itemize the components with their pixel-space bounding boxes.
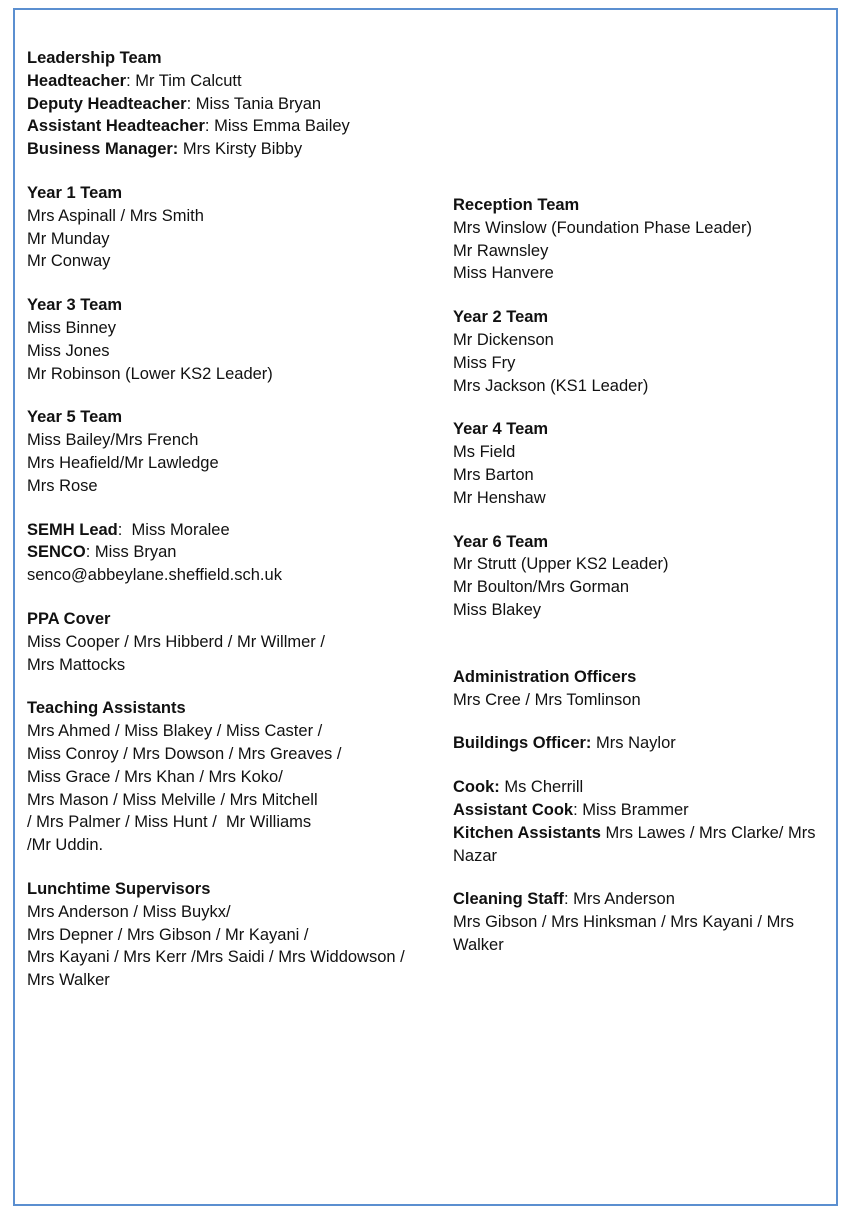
staff-line: Mrs Depner / Mrs Gibson / Mr Kayani / — [27, 925, 309, 944]
person-name: Mrs Lawes / Mrs Clarke/ Mrs Nazar — [453, 823, 816, 865]
person-name: Miss Bryan — [94, 543, 177, 562]
section-heading: Administration Officers — [453, 667, 637, 686]
staff-line: Mr Conway — [27, 252, 111, 271]
staff-line: Miss Binney — [27, 318, 116, 337]
left-column — [27, 47, 452, 992]
staff-line: Mrs Jackson (KS1 Leader) — [453, 376, 649, 395]
person-name: Miss Moralee — [131, 520, 230, 539]
kitchen-assistants-row — [453, 822, 838, 868]
staff-line: Mrs Kayani / Mrs Kerr /Mrs Saidi / Mrs Widdowson / — [27, 948, 405, 967]
staff-line: Mrs Cree / Mrs Tomlinson — [453, 690, 641, 709]
role-label: Cleaning Staff — [453, 890, 564, 909]
buildings-section — [453, 732, 838, 755]
staff-line: /Mr Uddin. — [27, 836, 104, 855]
senco-row: SENCO: Miss Bryan — [27, 543, 177, 562]
year4-section — [453, 418, 838, 509]
section-heading: Year 3 Team — [27, 296, 123, 315]
leadership-row: Headteacher: Mr Tim Calcutt — [27, 71, 242, 90]
staff-line: Mrs Gibson / Mrs Hinksman / Mrs Kayani / Mrs Walker — [453, 913, 795, 954]
section-heading: Year 4 Team — [453, 420, 549, 439]
reception-section — [453, 194, 838, 285]
staff-line: Miss Fry — [453, 353, 516, 372]
staff-line: Miss Jones — [27, 341, 110, 360]
admin-section — [453, 666, 838, 712]
role-label: SENCO — [27, 543, 86, 562]
staff-line: Mr Henshaw — [453, 488, 546, 507]
role-label: Buildings Officer: — [453, 734, 592, 753]
person-name: Ms Cherrill — [504, 778, 584, 797]
senco-email[interactable]: senco@abbeylane.sheffield.sch.uk — [27, 566, 282, 585]
leadership-heading: Leadership Team — [27, 49, 162, 67]
person-name: Miss Emma Bailey — [214, 117, 350, 136]
staff-line: Mrs Mason / Miss Melville / Mrs Mitchell — [27, 790, 318, 809]
leadership-row: Assistant Headteacher: Miss Emma Bailey — [27, 117, 350, 136]
staff-line: Miss Conroy / Mrs Dowson / Mrs Greaves / — [27, 744, 342, 763]
staff-line: Miss Hanvere — [453, 264, 554, 283]
senco-section — [27, 519, 452, 587]
section-heading: Reception Team — [453, 196, 580, 214]
staff-line: Mr Strutt (Upper KS2 Leader) — [453, 555, 669, 574]
section-heading: Year 5 Team — [27, 408, 123, 427]
ppa-section — [27, 608, 452, 676]
year1-section — [27, 182, 452, 273]
leadership-row: Deputy Headteacher: Miss Tania Bryan — [27, 94, 322, 113]
leadership-section — [27, 47, 452, 161]
staff-line: Mrs Mattocks — [27, 655, 126, 674]
staff-line: Mr Dickenson — [453, 330, 554, 349]
section-heading: Year 2 Team — [453, 308, 549, 327]
year3-section — [27, 294, 452, 385]
teaching-assistants-section — [27, 697, 452, 857]
role-label: Kitchen Assistants — [453, 823, 601, 842]
year6-section — [453, 531, 838, 622]
staff-line: Mr Munday — [27, 229, 110, 248]
role-label: Cook: — [453, 778, 500, 797]
section-heading: Year 6 Team — [453, 532, 549, 551]
assistant-cook-row: Assistant Cook: Miss Brammer — [453, 800, 689, 819]
cleaning-section — [453, 888, 838, 956]
leadership-row — [27, 138, 452, 161]
section-heading: Teaching Assistants — [27, 699, 186, 718]
staff-line: Mrs Aspinall / Mrs Smith — [27, 206, 204, 225]
role-label: Deputy Headteacher — [27, 94, 187, 113]
cleaning-row: Cleaning Staff: Mrs Anderson — [453, 890, 675, 909]
person-name: Mrs Anderson — [573, 890, 675, 909]
staff-line: / Mrs Palmer / Miss Hunt / Mr Williams — [27, 813, 312, 832]
person-name: Miss Brammer — [582, 800, 689, 819]
role-label: Headteacher — [27, 71, 127, 90]
right-column — [453, 194, 838, 957]
staff-line: Miss Grace / Mrs Khan / Mrs Koko/ — [27, 767, 283, 786]
staff-line: Mrs Anderson / Miss Buykx/ — [27, 902, 231, 921]
staff-line: Mrs Ahmed / Miss Blakey / Miss Caster / — [27, 722, 323, 741]
year2-section — [453, 306, 838, 397]
person-name: Mrs Naylor — [596, 734, 676, 753]
staff-line: Miss Bailey/Mrs French — [27, 431, 199, 450]
person-name: Mr Tim Calcutt — [135, 71, 242, 90]
staff-line: Miss Blakey — [453, 600, 542, 619]
person-name: Mrs Kirsty Bibby — [182, 140, 303, 159]
role-label: Assistant Headteacher — [27, 117, 205, 136]
staff-line: Mrs Heafield/Mr Lawledge — [27, 453, 219, 472]
buildings-row — [453, 732, 838, 755]
section-heading: Year 1 Team — [27, 183, 123, 202]
year5-section — [27, 406, 452, 497]
staff-line: Mrs Barton — [453, 465, 534, 484]
staff-line: Mr Boulton/Mrs Gorman — [453, 578, 630, 597]
section-heading: PPA Cover — [27, 609, 111, 628]
role-label: SEMH Lead — [27, 520, 118, 539]
staff-line: Miss Cooper / Mrs Hibberd / Mr Willmer / — [27, 632, 325, 651]
staff-line: Ms Field — [453, 443, 516, 462]
lunchtime-section — [27, 878, 452, 992]
staff-line: Mrs Walker — [27, 971, 110, 990]
role-label: Assistant Cook — [453, 800, 574, 819]
kitchen-section — [453, 776, 838, 867]
cook-row — [453, 776, 838, 799]
staff-line: Mr Rawnsley — [453, 241, 549, 260]
person-name: Miss Tania Bryan — [195, 94, 322, 113]
semh-row: SEMH Lead: Miss Moralee — [27, 520, 230, 539]
staff-line: Mrs Rose — [27, 476, 98, 495]
staff-line: Mr Robinson (Lower KS2 Leader) — [27, 364, 273, 383]
role-label: Business Manager: — [27, 140, 179, 159]
staff-line: Mrs Winslow (Foundation Phase Leader) — [453, 218, 752, 237]
section-heading: Lunchtime Supervisors — [27, 879, 211, 898]
